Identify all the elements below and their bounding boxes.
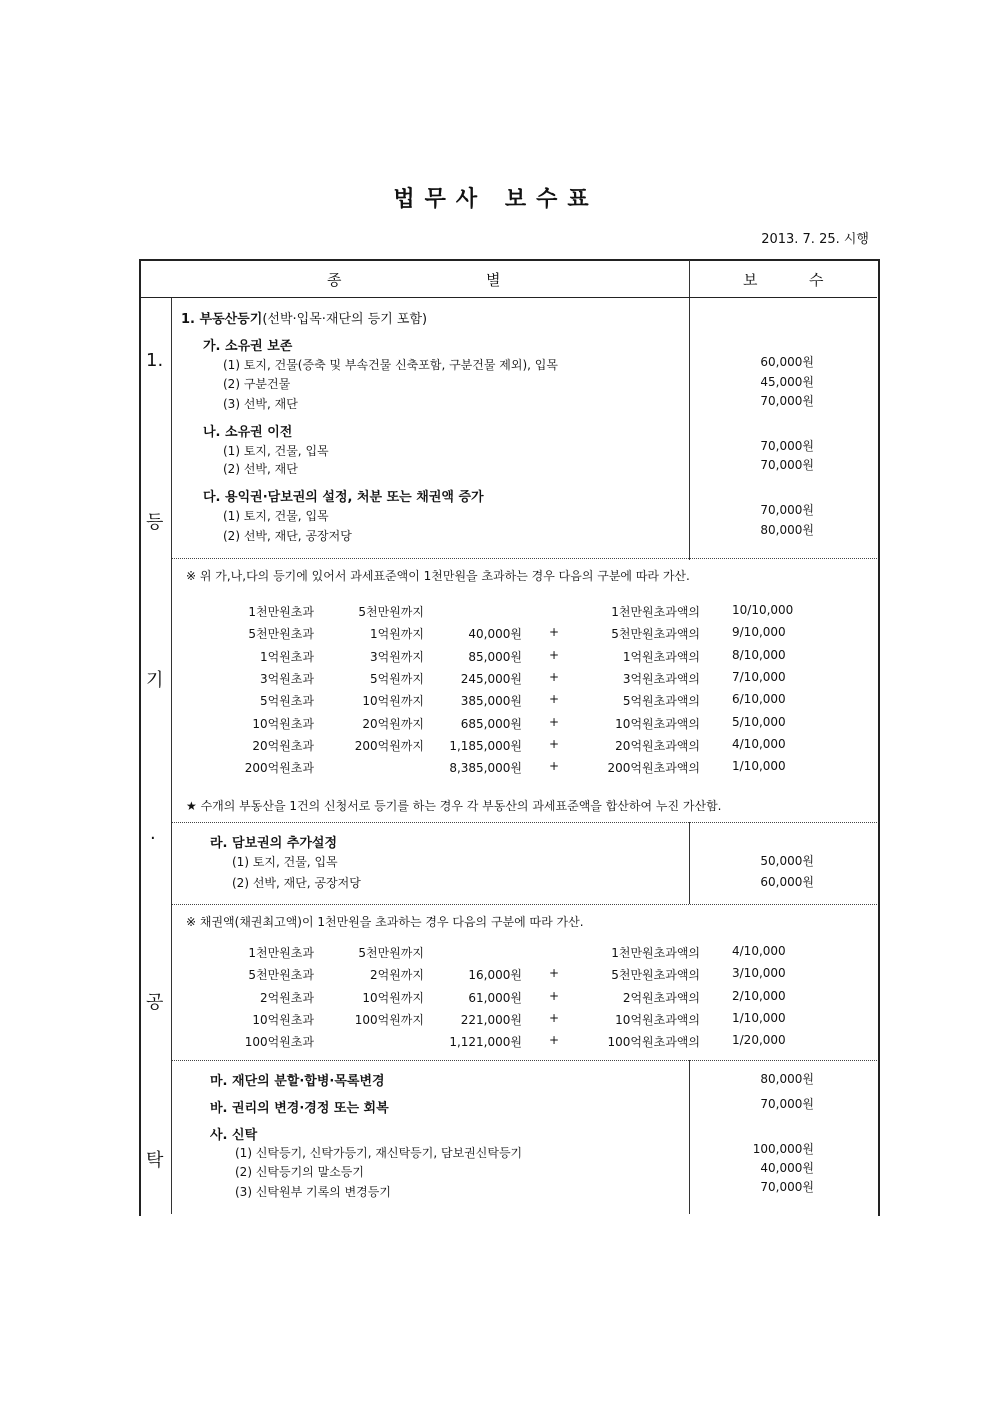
tier-rate: 5/10,000 bbox=[732, 714, 786, 729]
tier-plus: + bbox=[549, 714, 560, 729]
tier-from: 5천만원초과 bbox=[248, 968, 314, 983]
tier-base: 1,185,000원 bbox=[449, 738, 522, 753]
tier-plus: + bbox=[549, 759, 560, 774]
side-label: 기 bbox=[146, 670, 164, 691]
fee-item-label: (1) 토지, 건물, 입목 bbox=[223, 509, 329, 523]
header-kind-2: 별 bbox=[486, 271, 501, 289]
tier-from: 1천만원초과 bbox=[248, 946, 314, 960]
subsection-title: 나. 소유권 이전 bbox=[203, 425, 293, 440]
tier-from: 200억원초과 bbox=[244, 761, 314, 776]
tier-plus: + bbox=[549, 692, 560, 707]
fee-amount: 60,000원 bbox=[760, 875, 814, 889]
tier-over: 10억원초과액의 bbox=[615, 716, 700, 731]
section-title-main: 1. 부동산등기 bbox=[181, 312, 263, 327]
fee-item-label: (2) 선박, 재단, 공장저당 bbox=[223, 529, 352, 543]
fee-amount: 60,000원 bbox=[760, 355, 814, 369]
tier-rate: 2/10,000 bbox=[732, 988, 786, 1003]
tier-plus: + bbox=[549, 736, 560, 751]
fee-column-divider bbox=[689, 822, 690, 904]
tier-from: 1억원초과 bbox=[259, 649, 314, 664]
header-fee-2: 수 bbox=[809, 271, 824, 289]
subsection-title: 사. 신탁 bbox=[210, 1128, 258, 1143]
fee-amount: 45,000원 bbox=[760, 375, 814, 389]
fee-item-label: (1) 토지, 건물, 입목 bbox=[232, 855, 338, 869]
tier-base: 385,000원 bbox=[460, 694, 522, 709]
tier-base: 16,000원 bbox=[468, 968, 522, 983]
tier-from: 5억원초과 bbox=[259, 694, 314, 709]
fee-amount: 40,000원 bbox=[760, 1161, 814, 1175]
tier-over: 1억원초과액의 bbox=[622, 649, 700, 664]
tier-plus: + bbox=[549, 625, 560, 640]
tier-from: 10억원초과 bbox=[252, 1012, 314, 1027]
tier-from: 5천만원초과 bbox=[248, 627, 314, 642]
tier-over: 1천만원초과액의 bbox=[611, 605, 700, 619]
tier-plus: + bbox=[549, 988, 560, 1003]
tier-base: 85,000원 bbox=[468, 649, 522, 664]
tier-to: 200억원까지 bbox=[354, 738, 424, 753]
tier-to: 3억원까지 bbox=[369, 649, 424, 664]
section-title bbox=[181, 308, 427, 327]
fee-column-divider bbox=[689, 260, 690, 560]
subsection-title: 마. 재단의 분할·합병·목록변경 bbox=[210, 1074, 385, 1089]
tier-rate: 1/10,000 bbox=[732, 759, 786, 774]
tier-over: 5천만원초과액의 bbox=[611, 627, 700, 642]
fee-item-label: (2) 선박, 재단, 공장저당 bbox=[232, 876, 361, 890]
fee-amount: 70,000원 bbox=[760, 394, 814, 408]
tier-over: 5억원초과액의 bbox=[622, 694, 700, 709]
fee-amount: 70,000원 bbox=[760, 503, 814, 517]
header-divider bbox=[140, 297, 877, 298]
surcharge-note: ※ 위 가,나,다의 등기에 있어서 과세표준액이 1천만원을 초과하는 경우 다음의 구분에 따라 가산. bbox=[186, 569, 690, 583]
tier-plus: + bbox=[549, 647, 560, 662]
subsection-title: 다. 용익권·담보권의 설정, 처분 또는 채권액 증가 bbox=[203, 490, 484, 505]
header-fee-1: 보 bbox=[743, 271, 758, 289]
fee-amount: 80,000원 bbox=[760, 523, 814, 537]
fee-item-label: (1) 토지, 건물(증축 및 부속건물 신축포함, 구분건물 제외), 입목 bbox=[223, 358, 558, 372]
section-title-sub: (선박·입목·재단의 등기 포함) bbox=[262, 312, 428, 327]
fee-item-label: (2) 구분건물 bbox=[223, 377, 291, 391]
tier-to: 2억원까지 bbox=[369, 968, 424, 983]
fee-column-divider bbox=[689, 1060, 690, 1214]
tier-base: 245,000원 bbox=[460, 671, 522, 686]
tier-rate: 4/10,000 bbox=[732, 944, 786, 958]
side-label: 1. bbox=[146, 350, 164, 371]
fee-item-label: (3) 선박, 재단 bbox=[223, 397, 298, 411]
surcharge-note: ※ 채권액(채권최고액)이 1천만원을 초과하는 경우 다음의 구분에 따라 가산. bbox=[186, 915, 584, 929]
fee-amount: 70,000원 bbox=[760, 439, 814, 453]
tier-from: 3억원초과 bbox=[259, 671, 314, 686]
tier-over: 3억원초과액의 bbox=[622, 671, 700, 686]
tier-rate: 8/10,000 bbox=[732, 647, 786, 662]
tier-rate: 1/20,000 bbox=[732, 1033, 786, 1048]
tier-from: 2억원초과 bbox=[259, 990, 314, 1005]
tier-to: 10억원까지 bbox=[362, 990, 424, 1005]
fee-item-label: (2) 신탁등기의 말소등기 bbox=[235, 1165, 364, 1179]
subsection-title: 라. 담보권의 추가설정 bbox=[210, 836, 338, 851]
cumulative-note: ★ 수개의 부동산을 1건의 신청서로 등기를 하는 경우 각 부동산의 과세표준액을 합산하여 누진 가산함. bbox=[186, 799, 722, 813]
tier-rate: 10/10,000 bbox=[732, 603, 794, 617]
subsection-title: 바. 권리의 변경·경정 또는 회복 bbox=[210, 1101, 389, 1116]
tier-to: 20억원까지 bbox=[362, 716, 424, 731]
side-label: · bbox=[150, 828, 156, 849]
tier-rate: 9/10,000 bbox=[732, 625, 786, 640]
tier-to: 1억원까지 bbox=[369, 627, 424, 642]
tier-base: 685,000원 bbox=[460, 716, 522, 731]
fee-amount: 70,000원 bbox=[760, 1180, 814, 1194]
row-divider bbox=[172, 558, 877, 559]
tier-over: 1천만원초과액의 bbox=[611, 946, 700, 960]
tier-plus: + bbox=[549, 966, 560, 981]
tier-over: 2억원초과액의 bbox=[622, 990, 700, 1005]
tier-over: 200억원초과액의 bbox=[607, 761, 700, 776]
row-divider bbox=[172, 904, 877, 905]
fee-item-label: (3) 신탁원부 기록의 변경등기 bbox=[235, 1185, 391, 1199]
tier-to: 5억원까지 bbox=[369, 671, 424, 686]
tier-over: 20억원초과액의 bbox=[615, 738, 700, 753]
fee-item-label: (1) 신탁등기, 신탁가등기, 재신탁등기, 담보권신탁등기 bbox=[235, 1146, 523, 1160]
fee-amount: 70,000원 bbox=[760, 1097, 814, 1111]
fee-amount: 70,000원 bbox=[760, 458, 814, 472]
tier-to: 5천만원까지 bbox=[358, 946, 424, 960]
tier-base: 40,000원 bbox=[468, 627, 522, 642]
tier-rate: 3/10,000 bbox=[732, 966, 786, 981]
tier-rate: 1/10,000 bbox=[732, 1010, 786, 1025]
tier-base: 8,385,000원 bbox=[449, 761, 522, 776]
side-label: 탁 bbox=[146, 1150, 164, 1171]
tier-rate: 4/10,000 bbox=[732, 736, 786, 751]
tier-base: 221,000원 bbox=[460, 1012, 522, 1027]
tier-rate: 6/10,000 bbox=[732, 692, 786, 707]
tier-base: 1,121,000원 bbox=[449, 1035, 522, 1050]
tier-base: 61,000원 bbox=[468, 990, 522, 1005]
effective-date: 2013. 7. 25. 시행 bbox=[761, 232, 869, 247]
tier-from: 1천만원초과 bbox=[248, 605, 314, 619]
row-divider bbox=[172, 822, 877, 823]
tier-rate: 7/10,000 bbox=[732, 669, 786, 684]
header-kind-1: 종 bbox=[327, 271, 342, 289]
fee-amount: 50,000원 bbox=[760, 854, 814, 868]
tier-plus: + bbox=[549, 1010, 560, 1025]
fee-item-label: (1) 토지, 건물, 입목 bbox=[223, 444, 329, 458]
tier-plus: + bbox=[549, 669, 560, 684]
side-label: 공 bbox=[146, 992, 164, 1013]
subsection-title: 가. 소유권 보존 bbox=[203, 339, 293, 354]
row-divider bbox=[172, 1060, 877, 1061]
page-title: 법무사 보수표 bbox=[393, 187, 599, 212]
side-label: 등 bbox=[146, 512, 164, 533]
tier-to: 10억원까지 bbox=[362, 694, 424, 709]
fee-amount: 80,000원 bbox=[760, 1072, 814, 1086]
tier-over: 5천만원초과액의 bbox=[611, 968, 700, 983]
side-column-divider bbox=[171, 298, 172, 1214]
tier-plus: + bbox=[549, 1033, 560, 1048]
tier-from: 100억원초과 bbox=[244, 1035, 314, 1050]
tier-from: 10억원초과 bbox=[252, 716, 314, 731]
tier-to: 100억원까지 bbox=[354, 1012, 424, 1027]
tier-to: 5천만원까지 bbox=[358, 605, 424, 619]
tier-from: 20억원초과 bbox=[252, 738, 314, 753]
fee-amount: 100,000원 bbox=[752, 1142, 814, 1156]
tier-over: 100억원초과액의 bbox=[607, 1035, 700, 1050]
tier-over: 10억원초과액의 bbox=[615, 1012, 700, 1027]
fee-item-label: (2) 선박, 재단 bbox=[223, 462, 298, 476]
